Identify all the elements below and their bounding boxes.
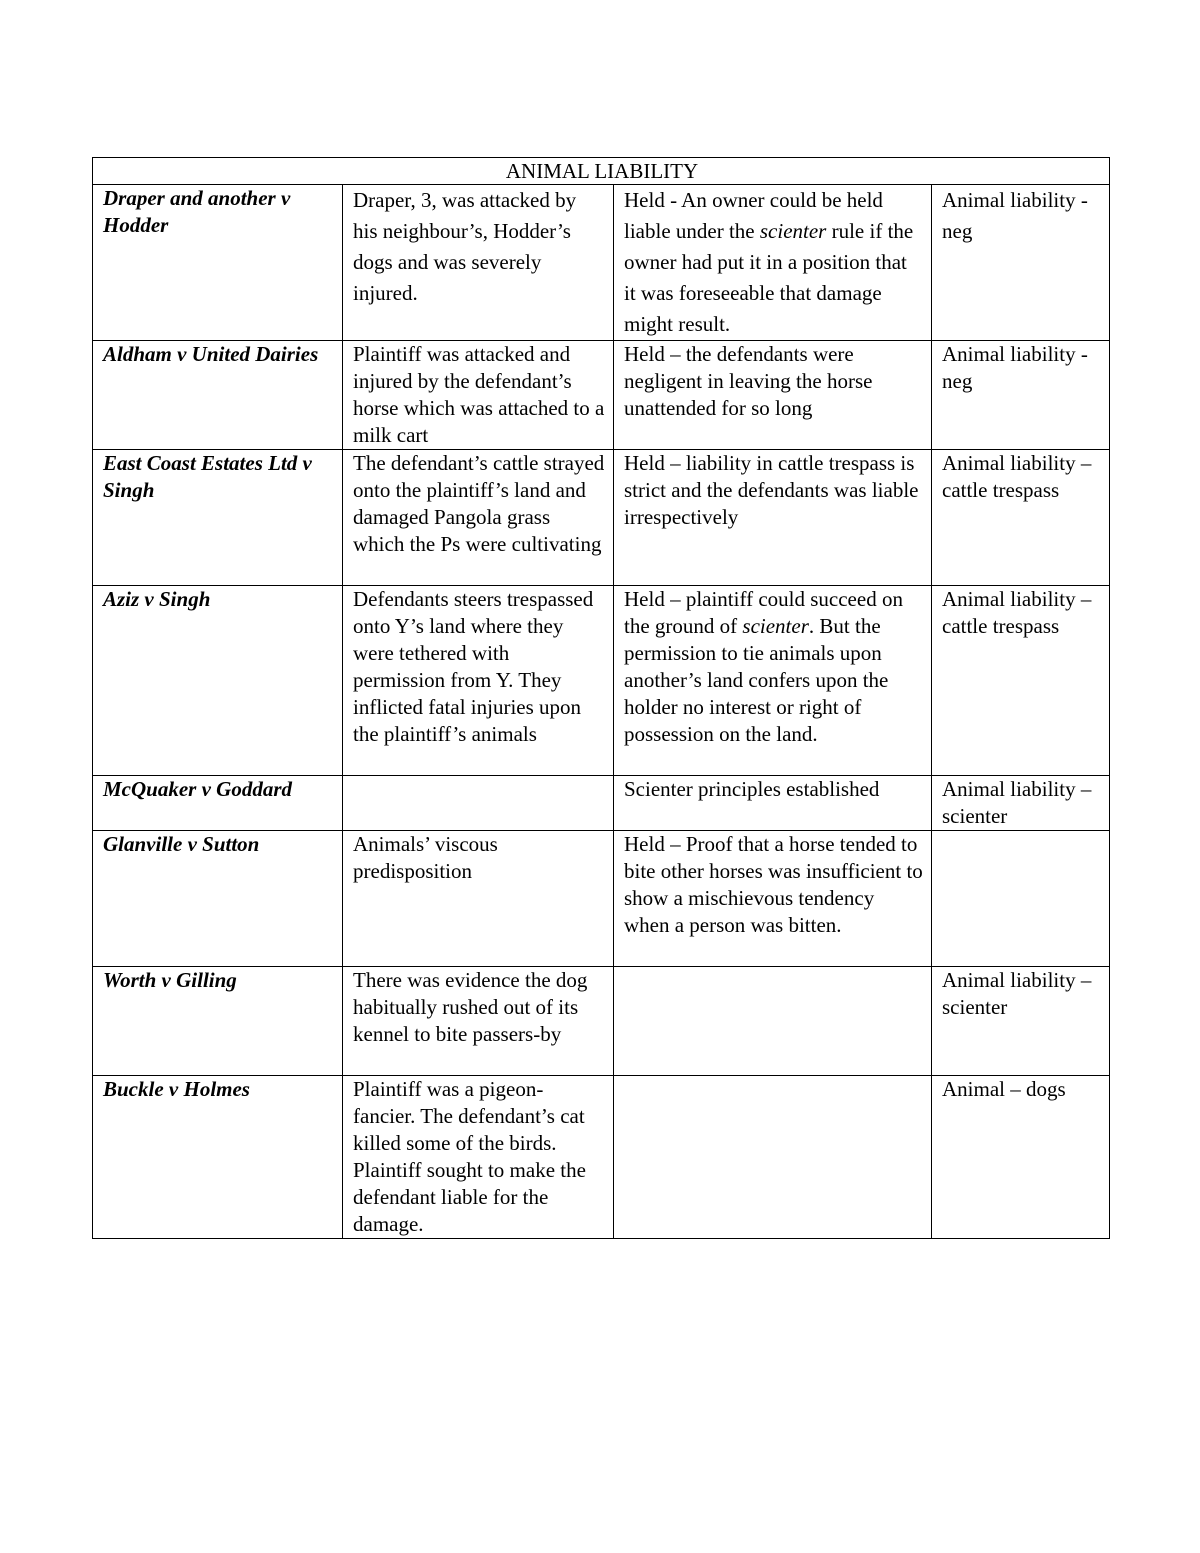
case-name: Aldham v United Dairies: [93, 341, 343, 450]
case-held: [614, 1076, 932, 1239]
table-row: [93, 450, 1110, 586]
held-text: Held - An owner could be held liable under the: [624, 188, 883, 243]
case-held: [614, 967, 932, 1076]
table-title-row: [93, 158, 1110, 185]
table-row: [93, 586, 1110, 776]
table-row: [93, 185, 1110, 341]
case-held: Held – the defendants were negligent in leaving the horse unattended for so long: [614, 341, 932, 450]
case-category: Animal liability -neg: [932, 185, 1110, 341]
table-row: [93, 341, 1110, 450]
held-text: rule if the owner had put it in a position that it was foreseeable that damage might result.: [624, 219, 914, 336]
case-name: Glanville v Sutton: [93, 831, 343, 967]
table-title: ANIMAL LIABILITY: [93, 158, 1110, 185]
held-term: scienter: [742, 614, 809, 638]
case-facts: Draper, 3, was attacked by his neighbour’s, Hodder’s dogs and was severely injured.: [343, 185, 614, 341]
held-text: . But the permission to tie animals upon another’s land confers upon the holder no interest or right of possession on the land.: [624, 614, 889, 746]
case-category: Animal liability – cattle trespass: [932, 586, 1110, 776]
case-held: Held – Proof that a horse tended to bite other horses was insufficient to show a mischievous tendency when a person was bitten.: [614, 831, 932, 967]
case-facts: The defendant’s cattle strayed onto the plaintiff’s land and damaged Pangola grass which the Ps were cultivating: [343, 450, 614, 586]
case-held: [614, 586, 932, 776]
case-facts: Plaintiff was a pigeon-fancier. The defendant’s cat killed some of the birds. Plaintiff sought to make the defendant liable for the damage.: [343, 1076, 614, 1239]
table-row: [93, 1076, 1110, 1239]
case-facts: [343, 776, 614, 831]
case-category: Animal liability – cattle trespass: [932, 450, 1110, 586]
case-name: East Coast Estates Ltd v Singh: [93, 450, 343, 586]
case-name: McQuaker v Goddard: [93, 776, 343, 831]
case-category: Animal liability - neg: [932, 341, 1110, 450]
case-held: Held – liability in cattle trespass is strict and the defendants was liable irrespectively: [614, 450, 932, 586]
table-row: [93, 776, 1110, 831]
case-category: Animal liability – scienter: [932, 776, 1110, 831]
table-row: [93, 831, 1110, 967]
case-facts: Plaintiff was attacked and injured by the defendant’s horse which was attached to a milk cart: [343, 341, 614, 450]
held-text: Held – plaintiff could succeed on the ground of: [624, 587, 903, 638]
animal-liability-table: [92, 157, 1110, 1239]
case-category: [932, 831, 1110, 967]
case-facts: There was evidence the dog habitually rushed out of its kennel to bite passers-by: [343, 967, 614, 1076]
case-category: Animal liability – scienter: [932, 967, 1110, 1076]
held-term: scienter: [759, 219, 827, 243]
case-name: Worth v Gilling: [93, 967, 343, 1076]
case-held: [614, 185, 932, 341]
case-facts: Animals’ viscous predisposition: [343, 831, 614, 967]
case-category: Animal – dogs: [932, 1076, 1110, 1239]
case-held: Scienter principles established: [614, 776, 932, 831]
case-facts: Defendants steers trespassed onto Y’s land where they were tethered with permission from Y. They inflicted fatal injuries upon the plaintiff’s animals: [343, 586, 614, 776]
case-name: Buckle v Holmes: [93, 1076, 343, 1239]
table-row: [93, 967, 1110, 1076]
case-name: Aziz v Singh: [93, 586, 343, 776]
case-name: Draper and another v Hodder: [93, 185, 343, 341]
